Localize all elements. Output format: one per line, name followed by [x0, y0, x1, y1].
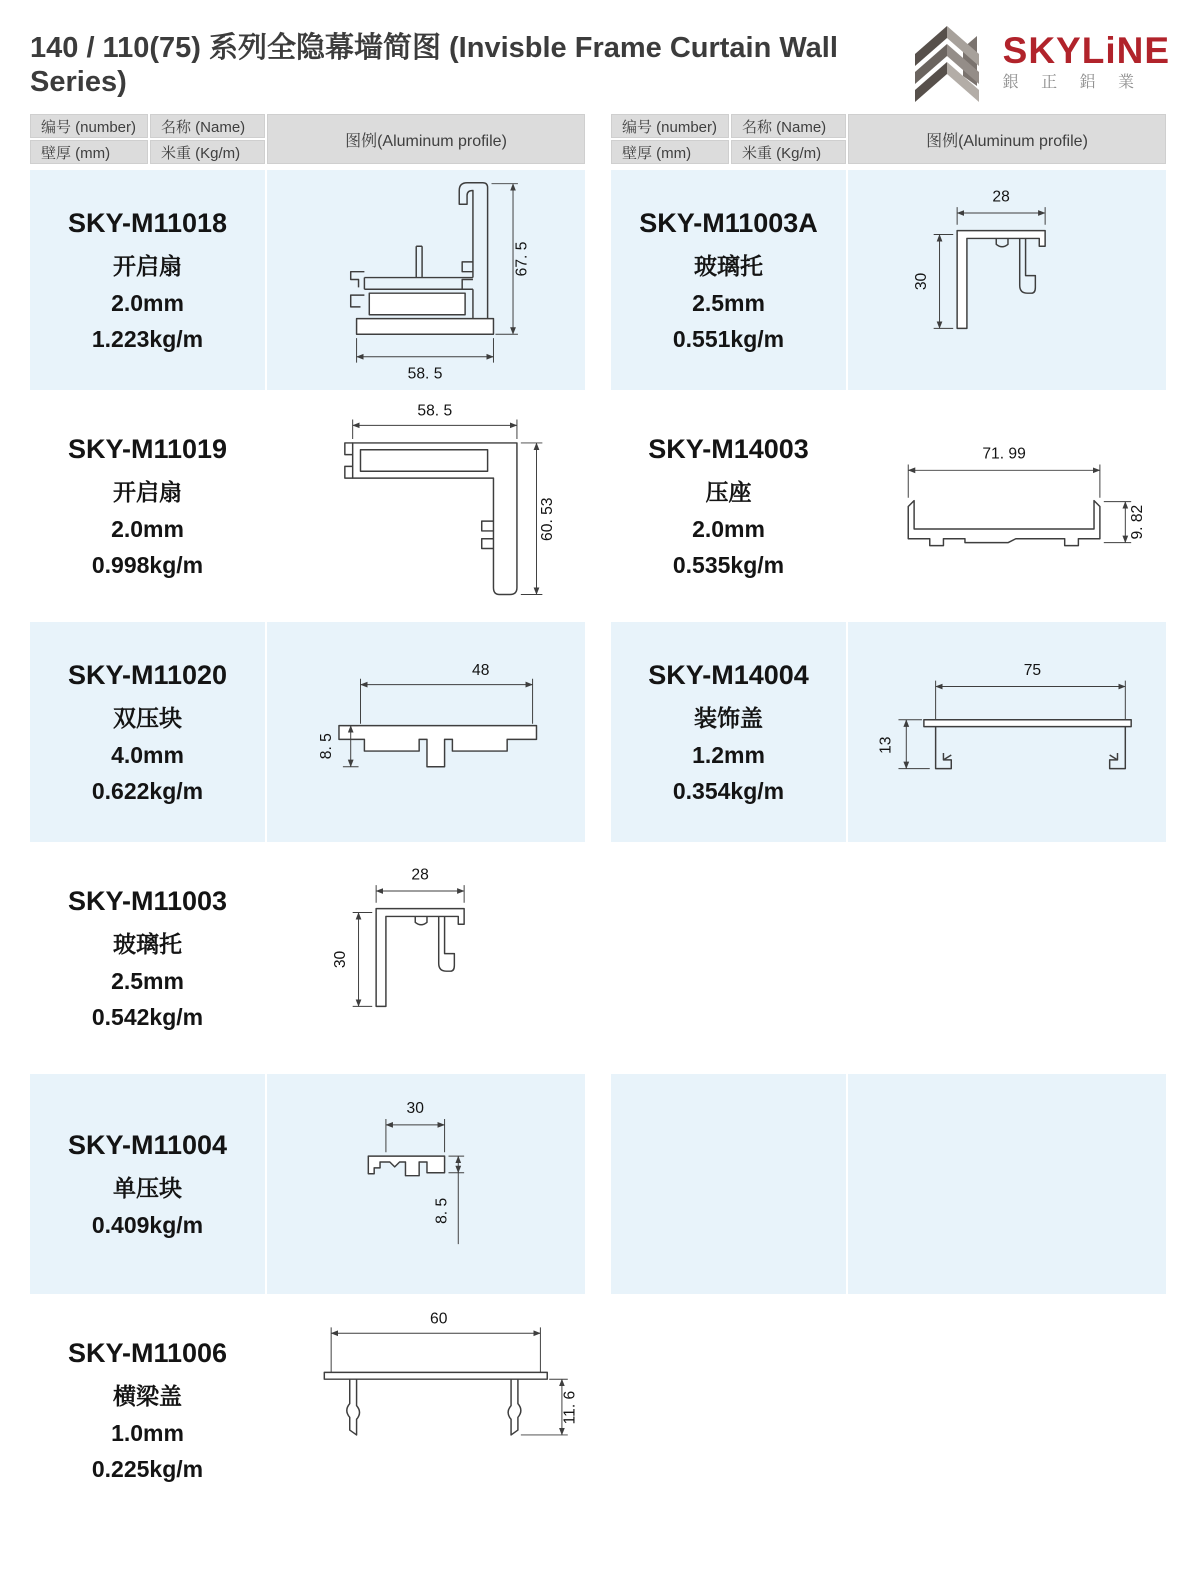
product-name: 玻璃托: [113, 930, 182, 957]
product-thickness: 4.0mm: [111, 741, 184, 768]
profile-drawing-sky-m11018: [267, 170, 585, 390]
dim-height: 11. 6: [561, 1390, 579, 1425]
header-weight: 米重 (Kg/m): [150, 140, 265, 164]
dim-width: 60: [430, 1310, 448, 1328]
right-table: [611, 114, 1166, 1520]
product-thickness: 1.0mm: [111, 1419, 184, 1446]
table-row: [30, 622, 585, 842]
profile-drawing-sky-m11006: [267, 1300, 585, 1520]
product-code: SKY-M11020: [67, 659, 228, 690]
profile-drawing-sky-m14004: [848, 622, 1166, 842]
dim-height: 8. 5: [433, 1197, 451, 1224]
empty-cell: [848, 1074, 1166, 1294]
left-table-header: [30, 114, 585, 164]
header-name: 名称 (Name): [150, 114, 265, 138]
product-code: SKY-M11006: [67, 1337, 228, 1368]
product-code: SKY-M11004: [67, 1129, 228, 1160]
product-weight: 0.354kg/m: [672, 777, 785, 804]
product-weight: 0.551kg/m: [672, 325, 785, 352]
product-weight: 0.409kg/m: [91, 1211, 204, 1238]
left-table: [30, 114, 585, 1520]
product-label-sky-m11004: [30, 1074, 265, 1294]
product-label-sky-m11003a: [611, 170, 846, 390]
product-name: 装饰盖: [694, 704, 763, 731]
header-legend: 图例(Aluminum profile): [848, 114, 1166, 164]
product-weight: 0.535kg/m: [672, 551, 785, 578]
product-weight: 0.225kg/m: [91, 1455, 204, 1482]
dim-height: 8. 5: [318, 733, 336, 760]
table-row-empty: [611, 1300, 1166, 1520]
profile-drawing-sky-m11003a: [848, 170, 1166, 390]
table-row: [611, 170, 1166, 390]
product-label-sky-m14004: [611, 622, 846, 842]
profile-drawing-sky-m11020: [267, 622, 585, 842]
dim-height: 13: [877, 736, 895, 754]
dim-width: 71. 99: [982, 445, 1026, 463]
header-number: 编号 (number): [30, 114, 148, 138]
header-legend: 图例(Aluminum profile): [267, 114, 585, 164]
product-code: SKY-M14004: [648, 659, 809, 690]
dim-height: 67. 5: [513, 241, 531, 277]
header-thickness: 壁厚 (mm): [611, 140, 729, 164]
page-title: 140 / 110(75) 系列全隐幕墙简图 (Invisble Frame Curtain Wall Series): [30, 32, 838, 98]
product-label-sky-m11018: [30, 170, 265, 390]
product-name: 玻璃托: [694, 252, 763, 279]
table-row: [30, 396, 585, 616]
product-thickness: 2.0mm: [111, 515, 184, 542]
product-name: 开启扇: [113, 252, 182, 279]
dim-height: 60. 53: [539, 497, 557, 541]
empty-cell: [611, 848, 846, 1068]
dim-width: 58. 5: [417, 402, 453, 420]
table-row: [30, 1300, 585, 1520]
empty-cell: [611, 1300, 846, 1520]
product-label-sky-m11003: [30, 848, 265, 1068]
dim-width: 28: [411, 866, 429, 884]
table-row: [30, 170, 585, 390]
dim-width: 75: [1023, 661, 1042, 679]
product-label-sky-m11019: [30, 396, 265, 616]
product-label-sky-m11020: [30, 622, 265, 842]
product-weight: 0.998kg/m: [91, 551, 204, 578]
product-weight: 0.622kg/m: [91, 777, 204, 804]
product-code: SKY-M11003: [67, 885, 228, 916]
skyline-chevron-logo-icon: [907, 20, 993, 104]
product-thickness: 1.2mm: [692, 741, 765, 768]
product-label-sky-m14003: [611, 396, 846, 616]
product-name: 压座: [705, 478, 752, 505]
dim-width: 48: [472, 661, 490, 679]
table-row: [30, 848, 585, 1068]
table-row: [611, 622, 1166, 842]
dim-height: 30: [912, 272, 930, 291]
table-row-empty: [611, 1074, 1166, 1294]
product-code: SKY-M14003: [648, 433, 809, 464]
product-weight: 0.542kg/m: [91, 1003, 204, 1030]
masthead: [30, 14, 1170, 110]
table-row: [611, 396, 1166, 616]
header-number: 编号 (number): [611, 114, 729, 138]
company-logo: [907, 20, 1170, 104]
dim-width: 30: [406, 1100, 424, 1118]
product-name: 开启扇: [113, 478, 182, 505]
product-name: 双压块: [113, 704, 182, 731]
product-code: SKY-M11018: [67, 207, 228, 238]
table-row-empty: [611, 848, 1166, 1068]
profile-drawing-sky-m11003: [267, 848, 585, 1068]
empty-cell: [848, 1300, 1166, 1520]
empty-cell: [848, 848, 1166, 1068]
product-code: SKY-M11019: [67, 433, 228, 464]
product-label-sky-m11006: [30, 1300, 265, 1520]
product-weight: 1.223kg/m: [91, 325, 204, 352]
dim-width: 58. 5: [407, 365, 443, 383]
product-thickness: 2.5mm: [111, 967, 184, 994]
dim-height: 30: [331, 950, 349, 969]
product-thickness: 2.5mm: [692, 289, 765, 316]
empty-cell: [611, 1074, 846, 1294]
dim-height: 9. 82: [1128, 504, 1146, 540]
table-row: [30, 1074, 585, 1294]
product-tables: [30, 114, 1170, 1520]
product-thickness: 2.0mm: [111, 289, 184, 316]
profile-drawing-sky-m14003: [848, 396, 1166, 616]
dim-width: 28: [992, 188, 1010, 206]
product-code: SKY-M11003A: [639, 207, 818, 238]
header-weight: 米重 (Kg/m): [731, 140, 846, 164]
profile-drawing-sky-m11004: [267, 1074, 585, 1294]
product-thickness: 2.0mm: [692, 515, 765, 542]
right-table-header: [611, 114, 1166, 164]
product-name: 横梁盖: [113, 1382, 182, 1409]
logo-company-name: 銀 正 鋁 業: [1002, 74, 1143, 92]
profile-drawing-sky-m11019: [267, 396, 585, 616]
logo-brand-text: SKYLiNE: [1002, 30, 1170, 72]
header-name: 名称 (Name): [731, 114, 846, 138]
header-thickness: 壁厚 (mm): [30, 140, 148, 164]
product-name: 单压块: [113, 1174, 182, 1201]
